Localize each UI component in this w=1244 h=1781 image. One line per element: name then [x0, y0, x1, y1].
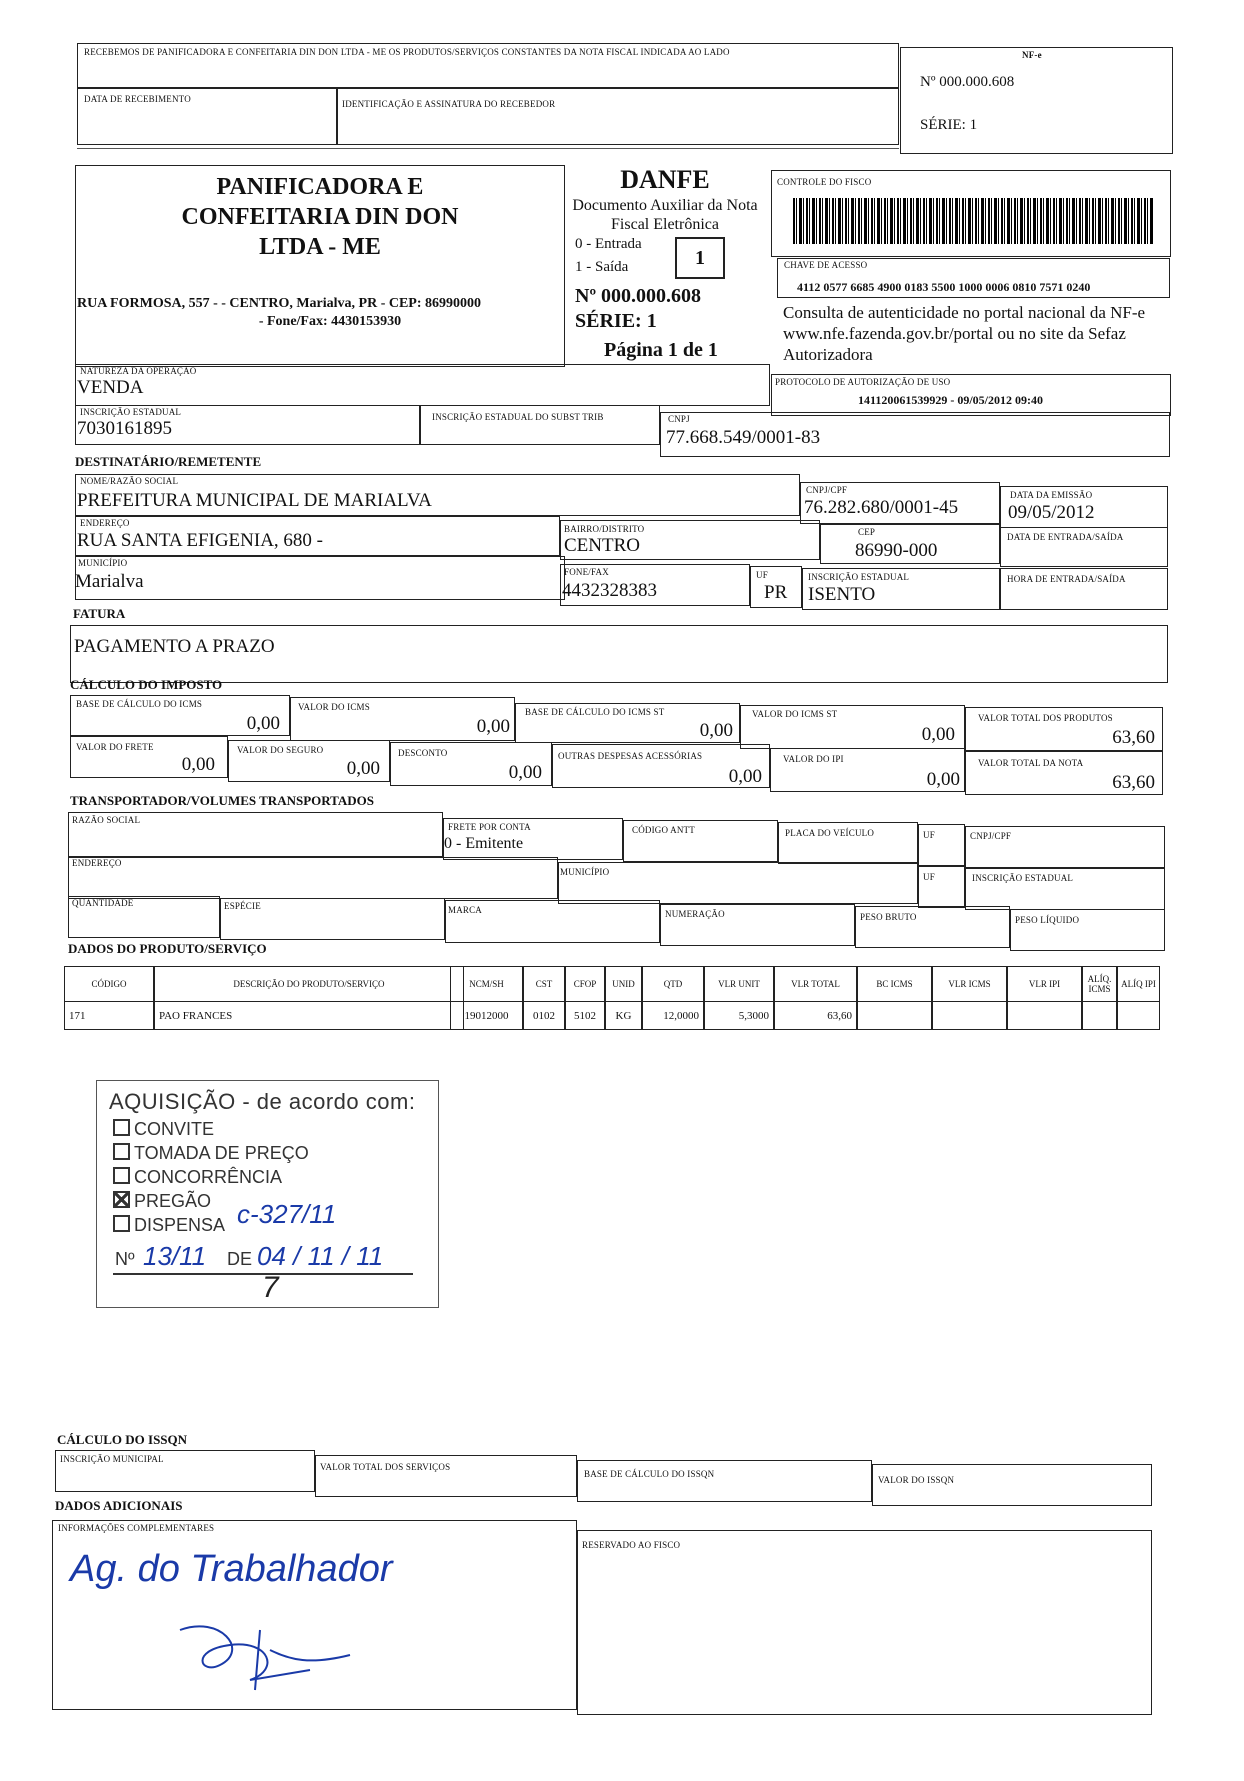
produtos-cell — [932, 1002, 1007, 1030]
transp-municipio-label: MUNICÍPIO — [560, 867, 610, 877]
stamp-numero: 13/11 — [143, 1241, 207, 1271]
transp-frete-valor: 0 - Emitente — [444, 835, 524, 852]
valor-icms-label: VALOR DO ICMS — [298, 702, 370, 712]
produtos-cell: KG — [605, 1002, 642, 1030]
total-nota-valor: 63,60 — [1112, 772, 1155, 793]
cnpj-emit-label: CNPJ — [668, 414, 690, 424]
ipi-label: VALOR DO IPI — [783, 754, 844, 764]
reservado-fisco-label: RESERVADO AO FISCO — [582, 1540, 681, 1550]
produtos-cell — [857, 1002, 932, 1030]
canhoto-recebemos-text: RECEBEMOS DE PANIFICADORA E CONFEITARIA DIN DON LTDA - ME OS PRODUTOS/SERVIÇOS CONSTANTES DA NOTA FISCAL INDICADA AO LADO — [84, 47, 730, 57]
produtos-header-cell: VLR ICMS — [932, 966, 1007, 1002]
produtos-header-cell: BC ICMS — [857, 966, 932, 1002]
stamp-opcao-dispensa — [113, 1215, 225, 1236]
danfe-saida: 1 - Saída — [575, 259, 629, 275]
dest-municipio-box — [75, 556, 565, 600]
stamp-opcao-pregao — [113, 1191, 211, 1212]
dest-nome-label: NOME/RAZÃO SOCIAL — [80, 476, 179, 486]
transp-marca-label: MARCA — [448, 905, 483, 915]
ie-st-label: INSCRIÇÃO ESTADUAL DO SUBST TRIB — [432, 412, 604, 422]
produtos-header-cell: VLR TOTAL — [774, 966, 857, 1002]
checkbox-concorrencia — [113, 1167, 130, 1184]
emitente-nome: PANIFICADORA E CONFEITARIA DIN DON LTDA - ME — [181, 174, 459, 260]
outras-label: OUTRAS DESPESAS ACESSÓRIAS — [558, 751, 703, 761]
dest-emissao: 09/05/2012 — [1008, 502, 1095, 523]
dest-emissao-label: DATA DA EMISSÃO — [1010, 490, 1093, 500]
stamp-anotacao: c-327/11 — [237, 1199, 337, 1229]
stamp-numero-label: Nº — [115, 1249, 135, 1269]
transp-razao-label: RAZÃO SOCIAL — [72, 815, 141, 825]
issqn-valor-label: VALOR DO ISSQN — [878, 1475, 955, 1485]
consulta-texto: Consulta de autenticidade no portal nacional da NF-e www.nfe.fazenda.gov.br/portal ou no site da Sefaz Autorizadora — [783, 303, 1146, 364]
canhoto-nfe-box — [900, 47, 1173, 154]
stamp-opcao-convite — [113, 1119, 214, 1140]
stamp-rubrica: 7 — [262, 1271, 279, 1304]
transp-quantidade-label: QUANTIDADE — [72, 898, 134, 908]
stamp-opcao-tomada — [113, 1143, 309, 1164]
produtos-cell — [1117, 1002, 1160, 1030]
dest-endereco-label: ENDEREÇO — [80, 518, 130, 528]
dest-endereco: RUA SANTA EFIGENIA, 680 - — [77, 530, 324, 551]
produtos-cell — [1007, 1002, 1082, 1030]
issqn-base-box — [577, 1460, 872, 1502]
dest-uf: PR — [764, 582, 788, 603]
produtos-cell — [1082, 1002, 1117, 1030]
protocolo-label: PROTOCOLO DE AUTORIZAÇÃO DE USO — [775, 377, 951, 387]
dest-uf-label: UF — [756, 570, 768, 580]
signature-scribble — [160, 1610, 360, 1700]
natureza-valor: VENDA — [77, 377, 144, 398]
natureza-label: NATUREZA DA OPERAÇÃO — [80, 366, 197, 376]
transp-placa-label: PLACA DO VEÍCULO — [785, 828, 875, 838]
protocolo-valor: 141120061539929 - 09/05/2012 09:40 — [858, 393, 1043, 407]
emitente-fone: - Fone/Fax: 4430153930 — [258, 314, 402, 329]
produtos-header-cell: CST — [523, 966, 565, 1002]
stamp-opcao-tomada-label: TOMADA DE PREÇO — [134, 1143, 309, 1163]
produtos-header-cell: CFOP — [565, 966, 605, 1002]
danfe-tipo-box: 1 — [675, 237, 725, 279]
transp-peso-bruto-label: PESO BRUTO — [860, 912, 917, 922]
danfe-pagina: Página 1 de 1 — [604, 339, 718, 361]
produtos-cell: 5,3000 — [704, 1002, 774, 1030]
dest-nome: PREFEITURA MUNICIPAL DE MARIALVA — [77, 490, 432, 511]
stamp-data: 04 / 11 / 11 — [257, 1241, 384, 1271]
produtos-cell: 12,0000 — [642, 1002, 704, 1030]
dest-ie-label: INSCRIÇÃO ESTADUAL — [808, 572, 910, 582]
manuscrito-assinatura: Ag. do Trabalhador — [70, 1548, 393, 1590]
cnpj-emit-valor: 77.668.549/0001-83 — [666, 427, 821, 448]
danfe-serie: SÉRIE: 1 — [575, 310, 657, 332]
base-icms-valor: 0,00 — [246, 713, 280, 734]
transp-especie-label: ESPÉCIE — [224, 901, 261, 911]
checkbox-tomada — [113, 1143, 130, 1160]
total-produtos-label: VALOR TOTAL DOS PRODUTOS — [978, 713, 1113, 723]
canhoto-numero: Nº 000.000.608 — [920, 74, 1015, 90]
produtos-cell: 19012000 — [450, 1002, 523, 1030]
ie-st-box — [420, 405, 660, 445]
desconto-valor: 0,00 — [508, 762, 542, 783]
dest-hora-label: HORA DE ENTRADA/SAÍDA — [1007, 574, 1126, 584]
desconto-label: DESCONTO — [398, 748, 448, 758]
checkbox-dispensa — [113, 1215, 130, 1232]
fatura-section: FATURA — [73, 606, 126, 621]
produtos-header-cell: UNID — [605, 966, 642, 1002]
dest-fone: 4432328383 — [562, 580, 657, 601]
produtos-header-cell: NCM/SH — [450, 966, 523, 1002]
transp-ie-label: INSCRIÇÃO ESTADUAL — [972, 873, 1074, 883]
danfe-numero: Nº 000.000.608 — [575, 285, 702, 307]
checkbox-pregao-checked — [113, 1191, 130, 1208]
valor-icms-st-valor: 0,00 — [921, 724, 955, 745]
canhoto-serie: SÉRIE: 1 — [920, 117, 978, 133]
stamp-opcao-dispensa-label: DISPENSA — [134, 1215, 226, 1235]
produtos-header-cell: QTD — [642, 966, 704, 1002]
issqn-base-label: BASE DE CÁLCULO DO ISSQN — [584, 1469, 715, 1479]
canhoto-assinatura-box — [337, 88, 899, 145]
controle-fisco-label: CONTROLE DO FISCO — [777, 177, 872, 187]
transp-frete-label: FRETE POR CONTA — [448, 822, 531, 832]
dest-cnpj-label: CNPJ/CPF — [806, 485, 848, 495]
produtos-cell: 171 — [64, 1002, 154, 1030]
danfe-subtitle: Documento Auxiliar da Nota Fiscal Eletrônica — [572, 197, 758, 233]
produtos-header-cell: ALÍQ IPI — [1117, 966, 1160, 1002]
total-nota-label: VALOR TOTAL DA NOTA — [978, 758, 1084, 768]
dest-cnpj: 76.282.680/0001-45 — [804, 497, 959, 518]
produtos-cell: 63,60 — [774, 1002, 857, 1030]
canhoto-nfe-label: NF-e — [1022, 50, 1042, 60]
produtos-header-cell: DESCRIÇÃO DO PRODUTO/SERVIÇO — [154, 966, 464, 1002]
reservado-fisco-box — [577, 1530, 1152, 1715]
dest-municipio-label: MUNICÍPIO — [78, 558, 128, 568]
transp-municipio-box — [558, 862, 918, 904]
produtos-cell: 0102 — [523, 1002, 565, 1030]
transp-antt-label: CÓDIGO ANTT — [632, 825, 695, 835]
transp-uf2-label: UF — [923, 872, 935, 882]
ipi-valor: 0,00 — [926, 769, 960, 790]
issqn-valor-box — [872, 1464, 1152, 1506]
frete-valor: 0,00 — [181, 754, 215, 775]
issqn-section: CÁLCULO DO ISSQN — [57, 1432, 188, 1447]
produtos-cell: 5102 — [565, 1002, 605, 1030]
produtos-section: DADOS DO PRODUTO/SERVIÇO — [68, 941, 267, 956]
produtos-header-cell: ALÍQ. ICMS — [1082, 966, 1117, 1002]
stamp-opcao-concorrencia-label: CONCORRÊNCIA — [134, 1167, 283, 1187]
transp-uf-label: UF — [923, 830, 935, 840]
stamp-opcao-pregao-label: PREGÃO — [134, 1191, 212, 1211]
stamp-opcao-convite-label: CONVITE — [134, 1119, 215, 1139]
stamp-titulo: AQUISIÇÃO - de acordo com: — [109, 1089, 416, 1114]
danfe-title: DANFE — [620, 165, 710, 194]
stamp-opcao-concorrencia — [113, 1167, 282, 1188]
transp-peso-liquido-label: PESO LÍQUIDO — [1015, 915, 1080, 925]
canhoto-data-label: DATA DE RECEBIMENTO — [84, 94, 191, 104]
info-complementares-label: INFORMAÇÕES COMPLEMENTARES — [58, 1523, 215, 1533]
base-icms-label: BASE DE CÁLCULO DO ICMS — [76, 699, 203, 709]
dest-fone-label: FONE/FAX — [564, 567, 609, 577]
transportador-section: TRANSPORTADOR/VOLUMES TRANSPORTADOS — [70, 793, 375, 808]
dest-cep: 86990-000 — [855, 540, 938, 561]
seguro-label: VALOR DO SEGURO — [237, 745, 324, 755]
produtos-header-cell: VLR IPI — [1007, 966, 1082, 1002]
produtos-header-cell: VLR UNIT — [704, 966, 774, 1002]
adicionais-section: DADOS ADICIONAIS — [55, 1498, 183, 1513]
ie-label: INSCRIÇÃO ESTADUAL — [80, 407, 182, 417]
emitente-endereco: RUA FORMOSA, 557 - - CENTRO, Marialva, PR - CEP: 86990000 — [77, 296, 482, 311]
dest-municipio: Marialva — [75, 571, 144, 592]
transp-cnpj-label: CNPJ/CPF — [970, 831, 1012, 841]
canhoto-assinatura-label: IDENTIFICAÇÃO E ASSINATURA DO RECEBEDOR — [342, 99, 556, 109]
dest-entrada-label: DATA DE ENTRADA/SAÍDA — [1007, 532, 1124, 542]
transp-numeracao-label: NUMERAÇÃO — [665, 909, 725, 919]
dest-bairro: CENTRO — [564, 535, 640, 556]
base-icms-st-label: BASE DE CÁLCULO DO ICMS ST — [525, 707, 665, 717]
dest-ie: ISENTO — [808, 584, 876, 605]
seguro-valor: 0,00 — [346, 758, 380, 779]
checkbox-convite — [113, 1119, 130, 1136]
transp-endereco-box — [68, 857, 558, 899]
valor-icms-valor: 0,00 — [476, 716, 510, 737]
total-produtos-valor: 63,60 — [1112, 727, 1155, 748]
chave-label: CHAVE DE ACESSO — [784, 260, 868, 270]
produtos-header-cell: CÓDIGO — [64, 966, 154, 1002]
danfe-entrada: 0 - Entrada — [575, 236, 642, 252]
barcode — [793, 198, 1153, 244]
issqn-im-label: INSCRIÇÃO MUNICIPAL — [60, 1454, 164, 1464]
valor-icms-st-label: VALOR DO ICMS ST — [752, 709, 838, 719]
transp-endereco-label: ENDEREÇO — [72, 858, 122, 868]
dest-cep-label: CEP — [858, 527, 876, 537]
stamp-de-label: DE — [227, 1249, 253, 1269]
cut-line — [77, 148, 899, 149]
dest-bairro-label: BAIRRO/DISTRITO — [564, 524, 645, 534]
frete-label: VALOR DO FRETE — [76, 742, 154, 752]
chave-acesso: 4112 0577 6685 4900 0183 5500 1000 0006 0810 7571 0240 — [797, 280, 1091, 294]
base-icms-st-valor: 0,00 — [699, 720, 733, 741]
aquisicao-stamp — [96, 1080, 439, 1308]
outras-valor: 0,00 — [728, 766, 762, 787]
imposto-section: CÁLCULO DO IMPOSTO — [70, 677, 223, 692]
produtos-cell: PAO FRANCES — [154, 1002, 464, 1030]
ie-valor: 7030161895 — [77, 418, 172, 439]
issqn-servicos-label: VALOR TOTAL DOS SERVIÇOS — [320, 1462, 451, 1472]
destinatario-section: DESTINATÁRIO/REMETENTE — [75, 454, 262, 469]
fatura-texto: PAGAMENTO A PRAZO — [74, 636, 275, 657]
